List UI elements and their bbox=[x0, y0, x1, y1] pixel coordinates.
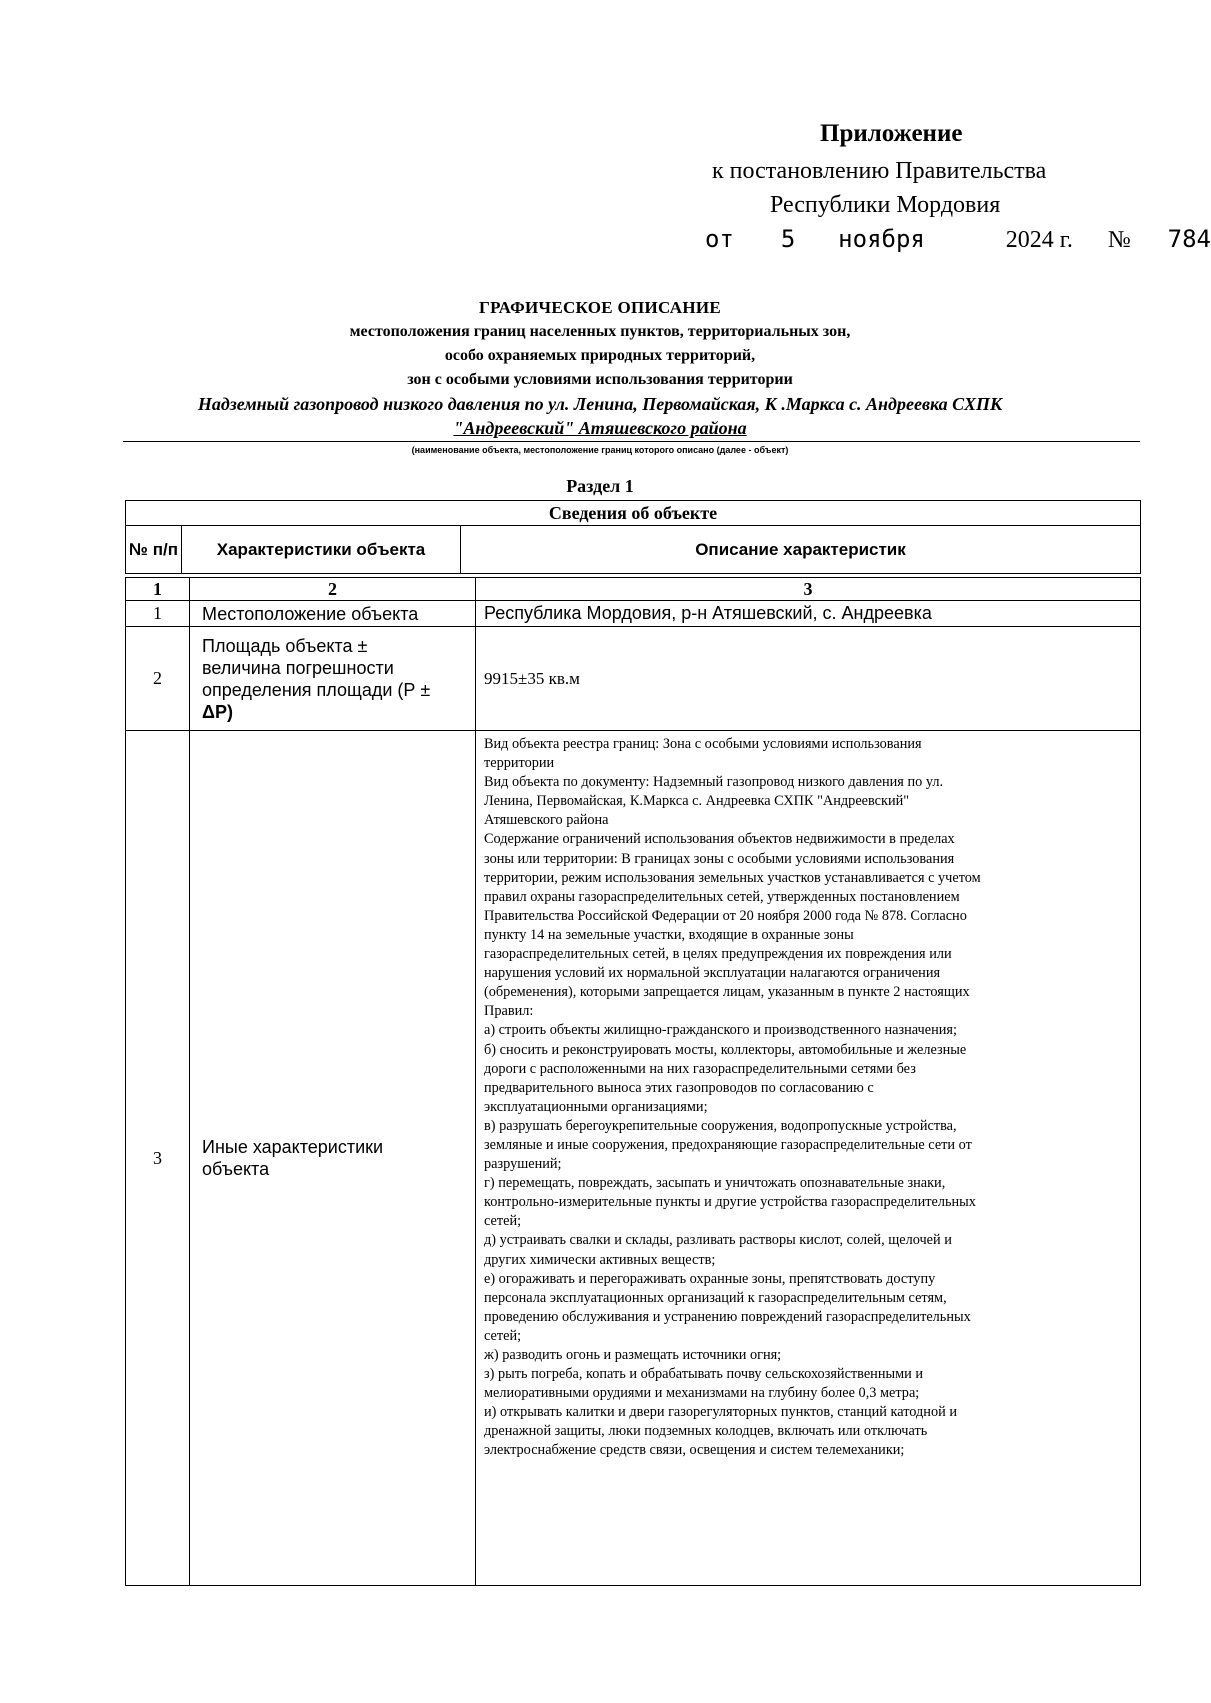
description-line: зоны или территории: В границах зоны с особыми условиями использования bbox=[484, 850, 955, 867]
description-line: мелиоративными орудиями и механизмами на глубину более 0,3 метра; bbox=[484, 1385, 920, 1402]
subtitle-line-3: зон с особыми условиями использования территории bbox=[407, 371, 793, 388]
description-line: Правительства Российской Федерации от 20 ноября 2000 года № 878. Согласно bbox=[484, 907, 967, 924]
description-line: пункту 14 на земельные участки, входящие в охранные зоны bbox=[484, 926, 854, 943]
date-month: ноября bbox=[838, 225, 925, 253]
table-header-box bbox=[125, 500, 1141, 574]
row-description: Республика Мордовия, р-н Атяшевский, с. Андреевка bbox=[476, 601, 1141, 627]
appendix-line-2: Республики Мордовия bbox=[770, 192, 1001, 218]
object-note: (наименование объекта, местоположение границ которого описано (далее - объект) bbox=[411, 445, 789, 455]
row-number: 1 bbox=[126, 601, 190, 627]
description-line: (обременения), которыми запрещается лицам, указанным в пункте 2 настоящих bbox=[484, 984, 970, 1001]
colnum-2: 2 bbox=[190, 578, 476, 601]
description-line: б) сносить и реконструировать мосты, коллекторы, автомобильные и железные bbox=[484, 1041, 967, 1058]
description-line: контрольно-измерительные пункты и другие устройства газораспределительных bbox=[484, 1194, 976, 1211]
description-line: персонала эксплуатационных организаций к газораспределительным сетям, bbox=[484, 1289, 947, 1306]
description-line: г) перемещать, повреждать, засыпать и уничтожать опознавательные знаки, bbox=[484, 1175, 946, 1192]
column-header-row bbox=[125, 526, 1141, 574]
section-title: Раздел 1 bbox=[566, 476, 634, 496]
row-characteristic bbox=[190, 627, 476, 731]
char-line: ΔР) bbox=[202, 701, 233, 722]
char-line-text: определения площади (Р ± bbox=[202, 679, 431, 700]
description-line: эксплуатационными организациями; bbox=[484, 1098, 708, 1115]
description-line: земляные и иные сооружения, предохраняющие газораспределительные сети от bbox=[484, 1136, 972, 1153]
char-line bbox=[202, 679, 475, 701]
document-number: 784 bbox=[1167, 225, 1211, 253]
table-row bbox=[126, 627, 1141, 731]
row-characteristic: Местоположение объекта bbox=[190, 601, 476, 627]
object-name-line-2: "Андреевский" Атяшевского района bbox=[453, 418, 747, 438]
description-line: дренажной защиты, люки подземных колодцев, включать или отключать bbox=[484, 1423, 928, 1440]
description-line: территории, режим использования земельных участков устанавливается с учетом bbox=[484, 869, 981, 886]
document-title: ГРАФИЧЕСКОЕ ОПИСАНИЕ bbox=[478, 298, 722, 317]
description-line: предварительного выноса этих газопроводов по согласованию с bbox=[484, 1079, 874, 1096]
description-line: з) рыть погреба, копать и обрабатывать почву сельскохозяйственными и bbox=[484, 1366, 924, 1383]
description-line: правил охраны газораспределительных сетей, утвержденных постановлением bbox=[484, 888, 960, 905]
description-line: Содержание ограничений использования объектов недвижимости в пределах bbox=[484, 831, 955, 848]
table-row bbox=[126, 731, 1141, 1586]
description-line: е) огораживать и перегораживать охранные зоны, препятствовать доступу bbox=[484, 1270, 936, 1287]
column-number-row bbox=[126, 578, 1141, 601]
description-line: разрушений; bbox=[484, 1156, 562, 1173]
description-line: газораспределительных сетей, в целях предупреждения их повреждения или bbox=[484, 946, 952, 963]
date-day: 5 bbox=[780, 225, 796, 253]
subtitle-line-1: местоположения границ населенных пунктов, территориальных зон, bbox=[349, 323, 851, 340]
col-header-description: Описание характеристик bbox=[695, 539, 906, 559]
row-number: 2 bbox=[126, 627, 190, 731]
description-line: Вид объекта по документу: Надземный газопровод низкого давления по ул. bbox=[484, 774, 944, 791]
date-prefix: от bbox=[705, 225, 734, 253]
description-line: дороги с расположенными на них газораспределительными сетями без bbox=[484, 1060, 916, 1077]
char-line: объекта bbox=[202, 1159, 270, 1179]
description-line: Правил: bbox=[484, 1003, 534, 1020]
col-header-characteristics: Характеристики объекта bbox=[182, 526, 461, 573]
description-line: ж) разводить огонь и размещать источники огня; bbox=[484, 1347, 782, 1363]
description-line: электроснабжение средств связи, освещения и систем телемеханики; bbox=[484, 1442, 905, 1459]
char-line: величина погрешности bbox=[202, 657, 394, 678]
colnum-1: 1 bbox=[126, 578, 190, 601]
object-info-table bbox=[125, 577, 1141, 1586]
description-line: других химически активных веществ; bbox=[484, 1251, 716, 1268]
row-number: 3 bbox=[126, 731, 190, 1586]
description-line: территории bbox=[484, 755, 555, 772]
date-year: 2024 г. bbox=[1005, 227, 1073, 253]
char-line: Площадь объекта ± bbox=[202, 635, 368, 656]
description-line: д) устраивать свалки и склады, разливать растворы кислот, солей, щелочей и bbox=[484, 1232, 952, 1249]
object-info-header: Сведения об объекте bbox=[125, 500, 1141, 526]
subtitle-line-2: особо охраняемых природных территорий, bbox=[444, 347, 756, 364]
description-line: Ленина, Первомайская, К.Маркса с. Андреевка СХПК "Андреевский" bbox=[484, 793, 910, 810]
description-line: Атяшевского района bbox=[484, 812, 609, 829]
appendix-date bbox=[705, 225, 1211, 254]
table-row bbox=[126, 601, 1141, 627]
description-line: сетей; bbox=[484, 1327, 522, 1344]
description-line: проведению обслуживания и устранению повреждений газораспределительных bbox=[484, 1308, 971, 1325]
underline-rule bbox=[123, 441, 1140, 442]
row-description: 9915±35 кв.м bbox=[476, 627, 1141, 731]
row-description bbox=[476, 731, 1141, 1586]
appendix-title: Приложение bbox=[820, 120, 963, 147]
number-sign: № bbox=[1107, 227, 1131, 253]
char-line: Иные характеристики bbox=[202, 1137, 384, 1157]
description-line: Вид объекта реестра границ: Зона с особыми условиями использования bbox=[484, 736, 922, 752]
description-line: а) строить объекты жилищно-гражданского и производственного назначения; bbox=[484, 1022, 957, 1039]
col-header-num: № п/п bbox=[126, 526, 182, 573]
row-characteristic bbox=[190, 731, 476, 1586]
appendix-line-1: к постановлению Правительства bbox=[712, 158, 1047, 184]
description-line: нарушения условий их нормальной эксплуатации налагаются ограничения bbox=[484, 965, 941, 982]
description-line: в) разрушать берегоукрепительные сооружения, водопропускные устройства, bbox=[484, 1117, 957, 1134]
colnum-3: 3 bbox=[476, 578, 1141, 601]
description-line: сетей; bbox=[484, 1213, 522, 1230]
object-name-line-1: Надземный газопровод низкого давления по ул. Ленина, Первомайская, К .Маркса с. Андреевка СХПК bbox=[197, 394, 1003, 414]
description-line: и) открывать калитки и двери газорегуляторных пунктов, станций катодной и bbox=[484, 1404, 957, 1421]
